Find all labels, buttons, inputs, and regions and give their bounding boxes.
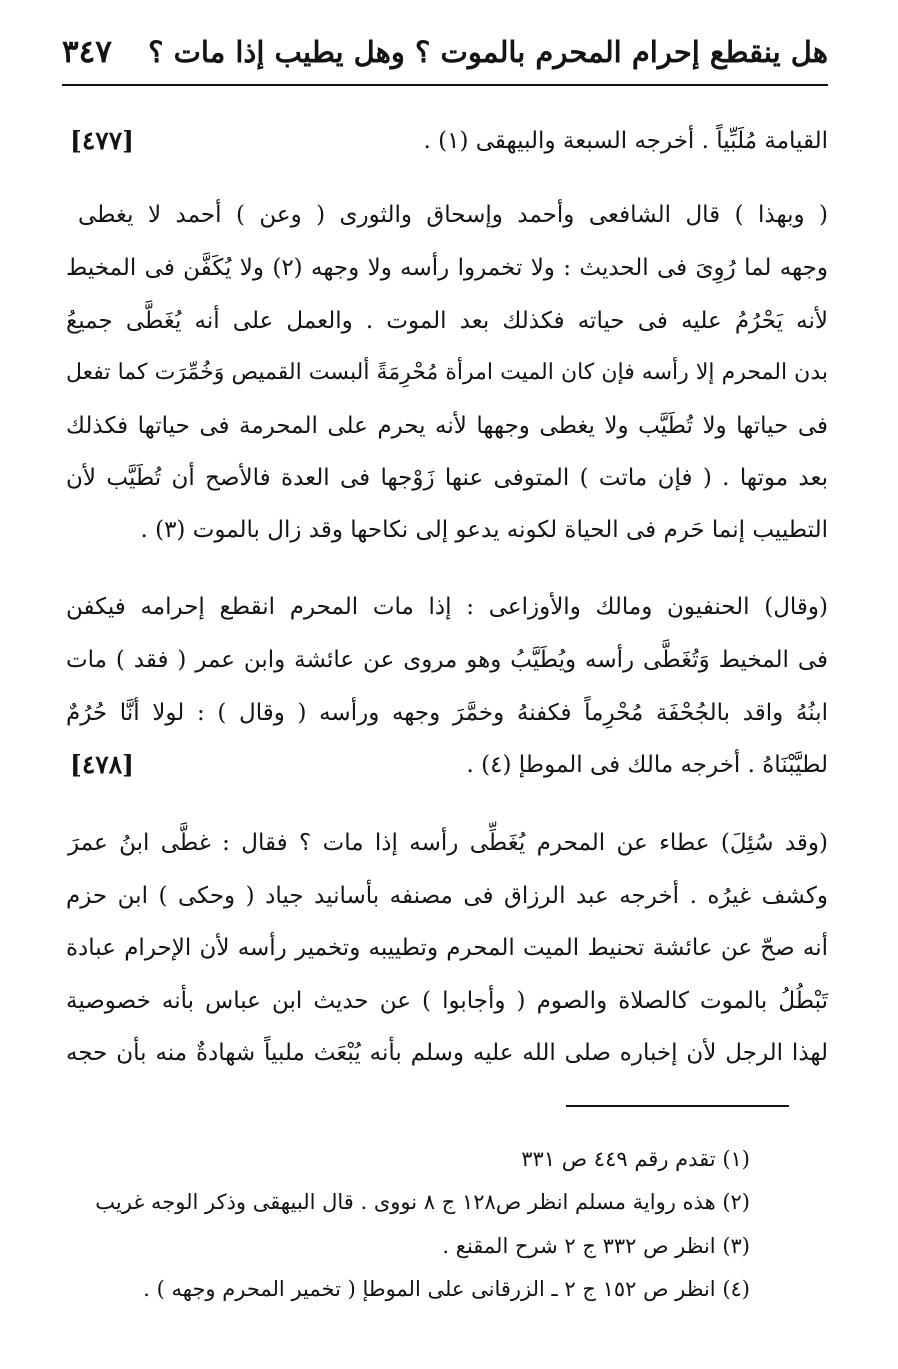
footnote: (٤) انظر ص ١٥٢ ج ٢ ـ الزرقانى على الموطإ ( تخمير المحرم وجهه ) . (143, 1277, 750, 1301)
text-line: لطيَّبْنَاهُ . أخرجه مالك فى الموطإ (٤) . (466, 752, 828, 778)
text-line: ابنُهُ واقد بالجُحْفَة مُحْرِماً فكفنهُ وخمَّرَ وجهه ورأسه ( وقال ) : لولا أنَّا حُرُمٌ (66, 700, 828, 726)
text-line: (وقد سُئِلَ) عطاء عن المحرم يُغَطِّى رأسه إذا مات ؟ فقال : غطَّى ابنُ عمرَ (68, 830, 828, 856)
running-title: هل ينقطع إحرام المحرم بالموت ؟ وهل يطيب إذا مات ؟ (148, 35, 828, 69)
text-line: بدن المحرم إلا رأسه فإن كان الميت امرأة مُحْرِمَةً ألبست القميص وَخُمِّرَت كما تفعل (66, 360, 828, 385)
footnote: (٣) انظر ص ٣٣٢ ج ٢ شرح المقنع . (442, 1234, 750, 1258)
text-line: لأنه يَحْرُمُ عليه فى حياته فكذلك بعد الموت . والعمل على أنه يُغَطَّى جميعُ (66, 308, 828, 334)
hadith-number: [٤٧٧] (70, 126, 134, 155)
text-line: (وقال) الحنفيون ومالك والأوزاعى : إذا مات المحرم انقطع إحرامه فيكفن (66, 594, 828, 620)
text-line: فى المخيط وَتُغَطَّى رأسه ويُطَيَّبُ وهو مروى عن عائشة وابن عمر ( فقد ) مات (66, 647, 828, 673)
page-header (62, 30, 828, 74)
text-line: ( وبهذا ) قال الشافعى وأحمد وإسحاق والثورى ( وعن ) أحمد لا يغطى (78, 202, 828, 228)
page-number: ٣٤٧ (62, 34, 112, 70)
footnote: (٢) هذه رواية مسلم انظر ص١٢٨ ج ٨ نووى . قال البيهقى وذكر الوجه غريب (95, 1190, 750, 1214)
text-line: القيامة مُلَبِّياً . أخرجه السبعة والبيهقى (١) . (423, 128, 828, 154)
text-line: وجهه لما رُوِىَ فى الحديث : ولا تخمروا رأسه ولا وجهه (٢) ولا يُكَفَّن فى المخيط (66, 255, 828, 281)
footnote: (١) تقدم رقم ٤٤٩ ص ٣٣١ (521, 1147, 750, 1171)
text-line: تَبْطُلُ بالموت كالصلاة والصوم ( وأجابوا ) عن حديث ابن عباس بأنه خصوصية (66, 988, 828, 1014)
hadith-number: [٤٧٨] (70, 750, 134, 779)
header-rule (62, 84, 828, 86)
text-line: وكشف غيرُه . أخرجه عبد الرزاق فى مصنفه بأسانيد جياد ( وحكى ) ابن حزم (66, 883, 828, 909)
text-line: بعد موتها . ( فإن ماتت ) المتوفى عنها زَوْجها فى العدة فالأصح أن تُطَيَّب لأن (66, 465, 828, 491)
text-line: فى حياتها ولا تُطَيَّب ولا يغطى وجهها لأنه يحرم على المحرمة فى حياتها فكذلك (66, 413, 828, 439)
text-line: لهذا الرجل لأن إخباره صلى الله عليه وسلم بأنه يُبْعَث ملبياً شهادةٌ منه بأن حجه (66, 1040, 828, 1066)
footnote-rule (566, 1105, 789, 1107)
text-line: أنه صحّ عن عائشة تحنيط الميت المحرم وتطييبه وتخمير رأسه لأن الإحرام عبادة (66, 935, 828, 961)
text-line: التطييب إنما حَرم فى الحياة لكونه يدعو إلى نكاحها وقد زال بالموت (٣) . (140, 517, 828, 543)
